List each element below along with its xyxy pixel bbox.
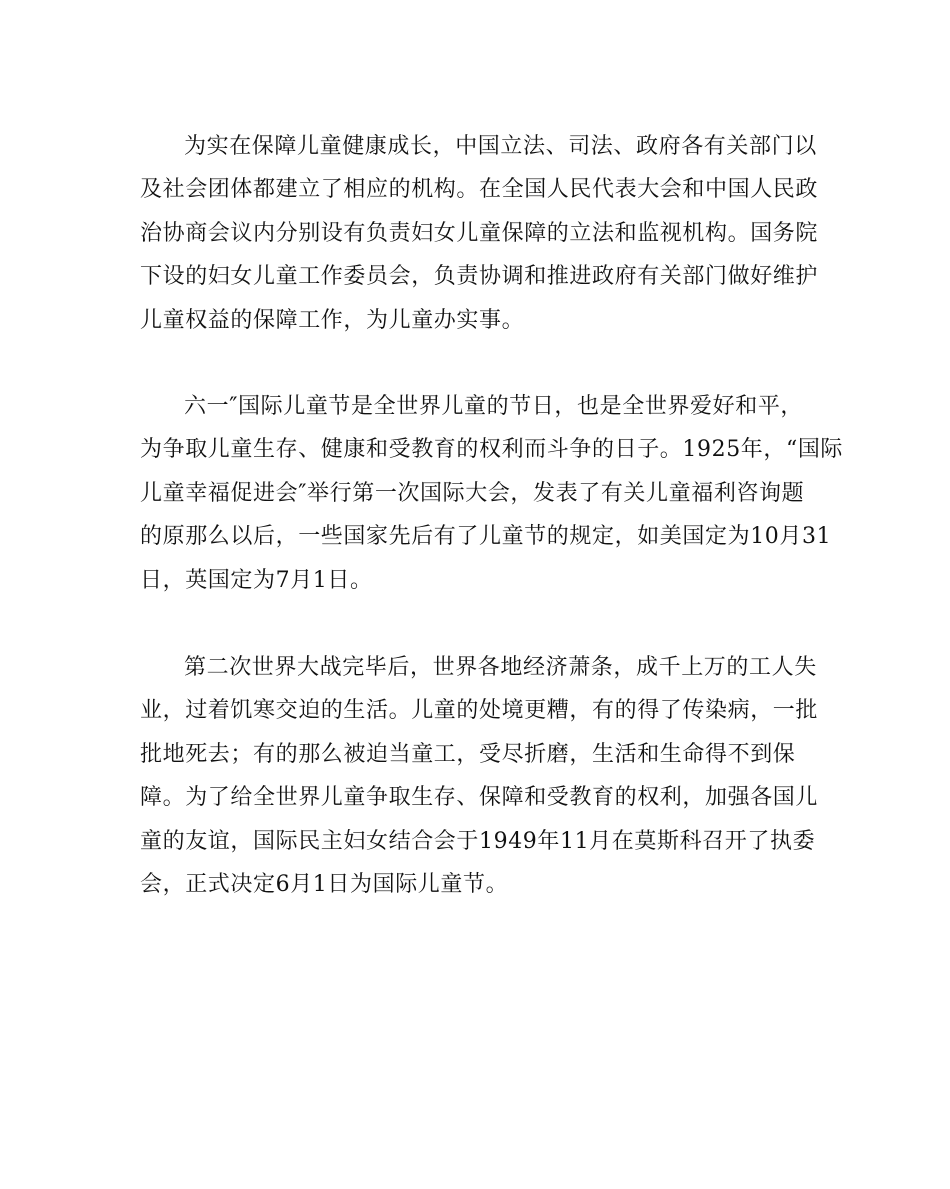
text-line: 儿童权益的保障工作，为儿童办实事。 [140,307,525,333]
text-line: 批地死去；有的那么被迫当童工，受尽折磨，生活和生命得不到保 [140,741,796,767]
text-line: 业，过着饥寒交迫的生活。儿童的处境更糟，有的得了传染病，一批 [140,698,819,724]
text-line: 第二次世界大战完毕后，世界各地经济萧条，成千上万的工人失 [184,655,817,680]
text-line: 及社会团体都建立了相应的机构。在全国人民代表大会和中国人民政 [140,177,819,203]
text-line: 下设的妇女儿童工作委员会，负责协调和推进政府有关部门做好维护 [140,264,819,290]
text-line: 会，正式决定6月1日为国际儿童节。 [140,871,509,897]
paragraph-3 [140,646,820,906]
paragraph-2 [140,385,844,602]
text-line: 的原那么以后，一些国家先后有了儿童节的规定，如美国定为10月31 [140,524,832,550]
text-line: 为实在保障儿童健康成长，中国立法、司法、政府各有关部门以 [184,134,817,159]
text-line: 为争取儿童生存、健康和受教育的权利而斗争的日子。1925年，“国际 [140,437,844,463]
text-line: 治协商会议内分别设有负责妇女儿童保障的立法和监视机构。国务院 [140,220,819,246]
text-line: 六一″国际儿童节是全世界儿童的节日，也是全世界爱好和平， [184,394,804,419]
text-line: 障。为了给全世界儿童争取生存、保障和受教育的权利，加强各国儿 [140,785,819,811]
paragraph-1 [140,125,820,342]
text-line: 童的友谊，国际民主妇女结合会于1949年11月在莫斯科召开了执委 [140,828,816,854]
text-line: 日，英国定为7月1日。 [140,567,373,593]
text-line: 儿童幸福促进会″举行第一次国际大会，发表了有关儿童福利咨询题 [140,480,805,506]
